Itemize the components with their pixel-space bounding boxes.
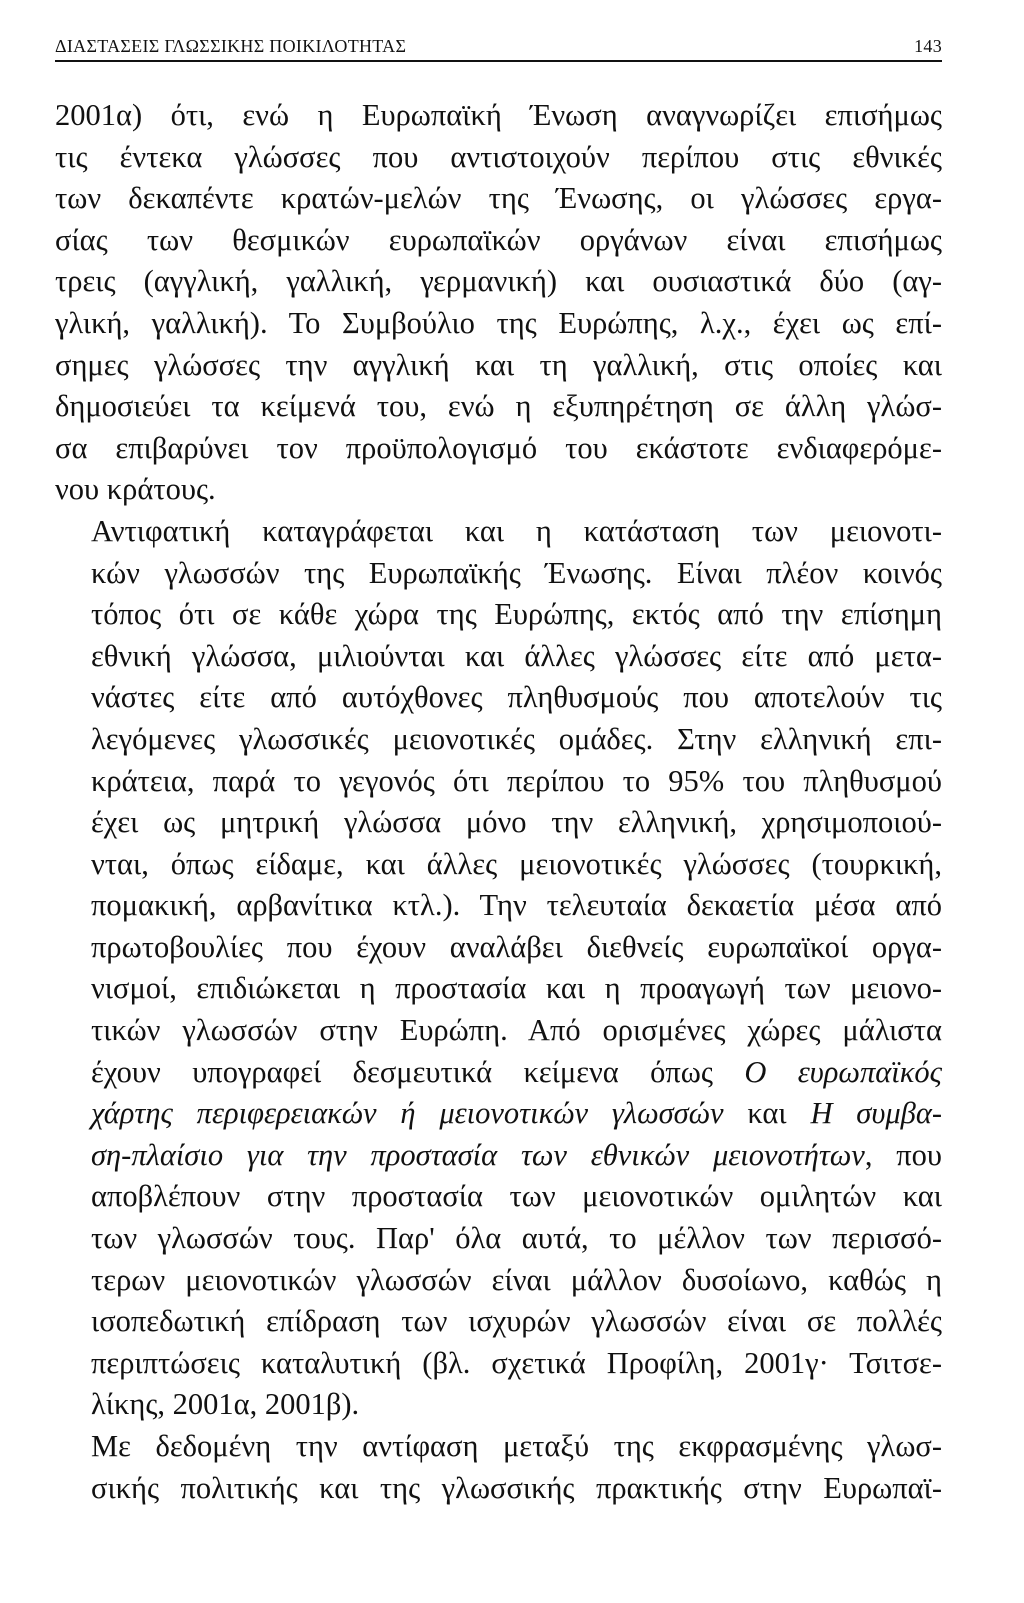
text-segment: , που — [864, 1137, 942, 1172]
text-line — [55, 1260, 942, 1302]
text-segment: περιπτώσεις καταλυτική (βλ. σχετικά Προφίλη, 2001γ· Τσιτσε- — [91, 1345, 942, 1380]
text-segment: εθνική γλώσσα, μιλιούνται και άλλες γλώσσες είτε από μετα- — [91, 638, 942, 673]
text-line — [55, 1052, 942, 1094]
text-line — [55, 1218, 942, 1260]
text-line — [55, 95, 942, 137]
text-line — [55, 719, 942, 761]
running-header-title: ΔΙΑΣΤΑΣΕΙΣ ΓΛΩΣΣΙΚΗΣ ΠΟΙΚΙΛΟΤΗΤΑΣ — [55, 36, 407, 56]
text-segment: και — [723, 1096, 811, 1131]
text-line — [55, 261, 942, 303]
text-segment: Αντιφατική καταγράφεται και η κατάσταση των μειονοτι- — [91, 513, 942, 548]
text-segment: των γλωσσών τους. Παρ' όλα αυτά, το μέλλον των περισσό- — [91, 1221, 942, 1256]
text-segment: έχει ως μητρική γλώσσα μόνο την ελληνική, χρησιμοποιού- — [91, 805, 942, 840]
text-segment: 2001α) ότι, ενώ η Ευρωπαϊκή Ένωση αναγνωρίζει επισήμως — [55, 98, 942, 132]
text-line — [55, 885, 942, 927]
running-header — [55, 34, 942, 62]
text-segment: σίας των θεσμικών ευρωπαϊκών οργάνων είναι επισήμως — [55, 222, 942, 257]
italic-title-text: Η συμβα- — [810, 1096, 942, 1131]
page-number: 143 — [914, 36, 942, 56]
text-segment: λίκης, 2001α, 2001β). — [91, 1387, 360, 1422]
text-segment: λεγόμενες γλωσσικές μειονοτικές ομάδες. Στην ελληνική επι- — [91, 721, 942, 756]
text-segment: τόπος ότι σε κάθε χώρα της Ευρώπης, εκτός από την επίσημη — [91, 597, 942, 632]
text-line — [55, 761, 942, 803]
text-segment: τερων μειονοτικών γλωσσών είναι μάλλον δυσοίωνο, καθώς η — [91, 1262, 942, 1297]
text-line — [55, 178, 942, 220]
text-line — [55, 1343, 942, 1385]
text-line — [55, 345, 942, 387]
text-segment: νται, όπως είδαμε, και άλλες μειονοτικές γλώσσες (τουρκική, — [91, 846, 942, 881]
text-segment: νισμοί, επιδιώκεται η προστασία και η προαγωγή των μειονο- — [91, 971, 942, 1006]
paragraph — [55, 511, 942, 1426]
text-segment: των δεκαπέντε κρατών-μελών της Ένωσης, οι γλώσσες εργα- — [55, 181, 942, 216]
italic-title-text: ση-πλαίσιο για την προστασία των εθνικών μειονοτήτων — [91, 1137, 865, 1172]
text-segment: αποβλέπουν στην προστασία των μειονοτικών ομιλητών και — [91, 1179, 942, 1214]
text-line — [55, 303, 942, 345]
body-text — [55, 95, 942, 1509]
text-line — [55, 1426, 942, 1468]
text-segment: πομακική, αρβανίτικα κτλ.). Την τελευταία δεκαετία μέσα από — [91, 888, 942, 923]
text-segment: δημοσιεύει τα κείμενά του, ενώ η εξυπηρέτηση σε άλλη γλώσ- — [55, 389, 942, 424]
text-segment: σα επιβαρύνει τον προϋπολογισμό του εκάστοτε ενδιαφερόμε- — [55, 430, 942, 465]
paragraph — [55, 1426, 942, 1509]
paragraph — [55, 95, 942, 511]
text-line — [55, 553, 942, 595]
text-line — [55, 1093, 942, 1135]
text-segment: ισοπεδωτική επίδραση των ισχυρών γλωσσών είναι σε πολλές — [91, 1304, 942, 1339]
italic-title-text: χάρτης περιφερειακών ή μειονοτικών γλωσσών — [91, 1096, 724, 1131]
text-line — [55, 428, 942, 470]
text-segment: τρεις (αγγλική, γαλλική, γερμανική) και ουσιαστικά δύο (αγ- — [55, 264, 942, 299]
text-segment: σημες γλώσσες την αγγλική και τη γαλλική, στις οποίες και — [55, 347, 942, 382]
text-line — [55, 636, 942, 678]
text-line — [55, 1176, 942, 1218]
text-segment: έχουν υπογραφεί δεσμευτικά κείμενα όπως — [91, 1054, 745, 1089]
text-segment: γλική, γαλλική). Το Συμβούλιο της Ευρώπης, λ.χ., έχει ως επί- — [55, 305, 942, 340]
italic-title-text: Ο ευρωπαϊκός — [744, 1054, 942, 1089]
text-line — [55, 594, 942, 636]
text-segment: κών γλωσσών της Ευρωπαϊκής Ένωσης. Είναι πλέον κοινός — [91, 555, 942, 590]
text-line — [55, 220, 942, 262]
text-segment: κράτεια, παρά το γεγονός ότι περίπου το 95% του πληθυσμού — [91, 763, 942, 798]
text-segment: Με δεδομένη την αντίφαση μεταξύ της εκφρασμένης γλωσ- — [91, 1429, 942, 1463]
text-segment: σικής πολιτικής και της γλωσσικής πρακτικής στην Ευρωπαϊ- — [91, 1470, 942, 1505]
text-line — [55, 1384, 942, 1426]
text-line — [55, 469, 942, 511]
text-segment: νάστες είτε από αυτόχθονες πληθυσμούς που αποτελούν τις — [91, 680, 942, 715]
text-line — [55, 511, 942, 553]
text-segment: νου κράτους. — [55, 472, 216, 507]
text-line — [55, 1010, 942, 1052]
text-line — [55, 1135, 942, 1177]
text-line — [55, 677, 942, 719]
text-segment: τις έντεκα γλώσσες που αντιστοιχούν περίπου στις εθνικές — [55, 139, 942, 174]
text-line — [55, 1468, 942, 1510]
text-line — [55, 386, 942, 428]
text-segment: πρωτοβουλίες που έχουν αναλάβει διεθνείς ευρωπαϊκοί οργα- — [91, 929, 942, 964]
text-line — [55, 1301, 942, 1343]
text-line — [55, 844, 942, 886]
text-line — [55, 968, 942, 1010]
text-segment: τικών γλωσσών στην Ευρώπη. Από ορισμένες χώρες μάλιστα — [91, 1013, 942, 1048]
text-line — [55, 802, 942, 844]
text-line — [55, 927, 942, 969]
text-line — [55, 137, 942, 179]
